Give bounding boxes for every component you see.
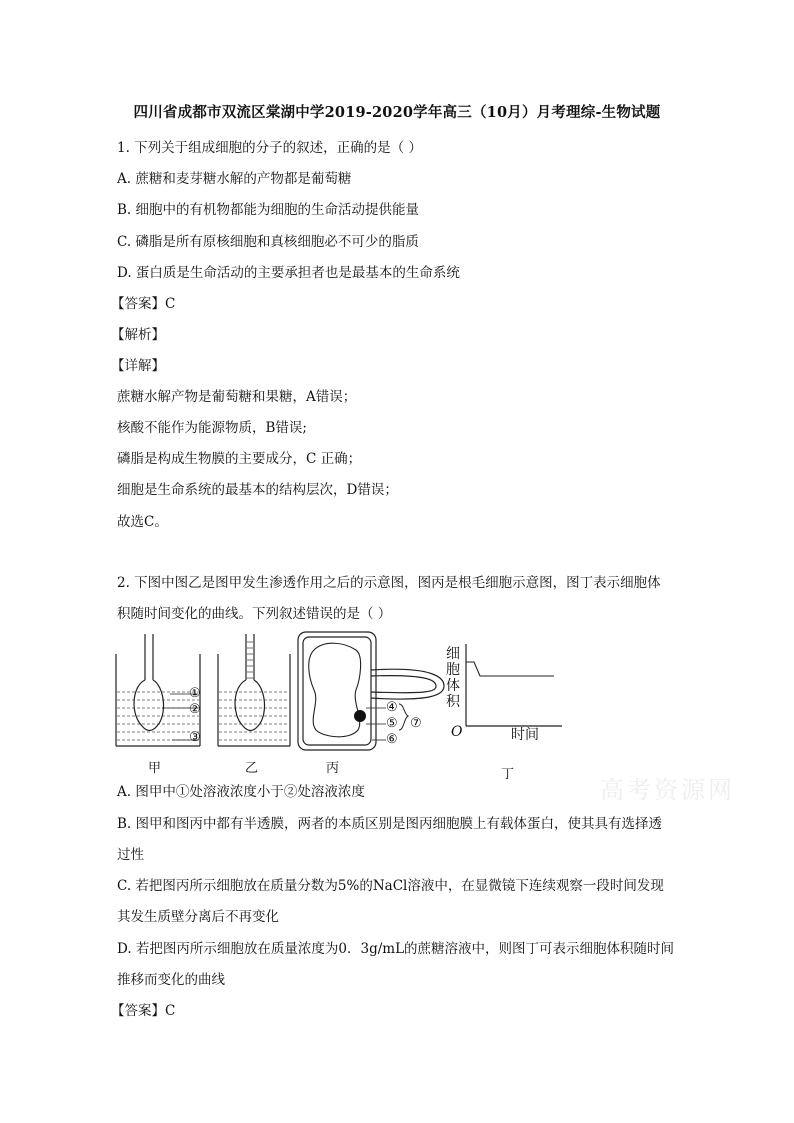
q2-option-c-line1: C. 若把图丙所示细胞放在质量分数为5%的NaCl溶液中，在显微镜下连续观察一段时间发现 <box>117 878 664 894</box>
q1-explanation-3: 磷脂是构成生物膜的主要成分，C 正确； <box>117 451 362 467</box>
q1-explanation-2: 核酸不能作为能源物质，B错误; <box>117 420 307 436</box>
q2-stem-line1: 2. 下图中图乙是图甲发生渗透作用之后的示意图，图丙是根毛细胞示意图，图丁表示细胞体 <box>117 575 661 591</box>
q2-option-d-line1: D. 若把图丙所示细胞放在质量浓度为0．3g/mL的蔗糖溶液中，则图丁可表示细胞体积随时间 <box>117 941 675 957</box>
y-axis-char-2: 胞 <box>446 662 460 678</box>
marker-1: ① <box>189 686 201 701</box>
figure-label-bing: 丙 <box>326 761 340 776</box>
q2-answer: 【答案】C <box>111 1003 176 1019</box>
q1-stem: 1. 下列关于组成细胞的分子的叙述，正确的是（ ） <box>117 140 422 156</box>
q1-detail-heading: 【详解】 <box>111 358 165 374</box>
marker-3: ③ <box>189 730 201 745</box>
q1-analysis-heading: 【解析】 <box>111 327 165 343</box>
q1-answer: 【答案】C <box>111 296 176 312</box>
q1-explanation-5: 故选C。 <box>117 514 168 530</box>
marker-5: ⑤ <box>386 716 398 731</box>
q2-option-b-line2: 过性 <box>117 847 144 863</box>
y-axis-char-3: 体 <box>446 678 460 694</box>
q2-option-d-line2: 推移而变化的曲线 <box>117 972 225 988</box>
marker-6: ⑥ <box>386 732 398 747</box>
figure-label-yi: 乙 <box>245 761 259 776</box>
q1-option-b: B. 细胞中的有机物都能为细胞的生命活动提供能量 <box>117 202 420 218</box>
y-axis-char-4: 积 <box>446 694 460 710</box>
chart-origin: O <box>451 724 463 740</box>
figure-yi <box>214 634 296 754</box>
x-axis-label: 时间 <box>511 727 539 743</box>
q2-stem-line2: 积随时间变化的曲线。下列叙述错误的是（ ） <box>117 606 392 622</box>
marker-2: ② <box>189 702 201 717</box>
q2-option-b-line1: B. 图甲和图丙中都有半透膜，两者的本质区别是图丙细胞膜上有载体蛋白，使其具有选择透 <box>117 816 663 832</box>
figure-bing <box>294 630 446 756</box>
q1-option-d: D. 蛋白质是生命活动的主要承担者也是最基本的生命系统 <box>117 265 460 281</box>
figure-label-ding: 丁 <box>501 767 515 782</box>
q1-explanation-4: 细胞是生命系统的最基本的结构层次，D错误； <box>117 482 398 498</box>
page-title: 四川省成都市双流区棠湖中学2019-2020学年高三（10月）月考理综-生物试题 <box>133 104 661 121</box>
q1-option-a: A. 蔗糖和麦芽糖水解的产物都是葡萄糖 <box>117 171 352 187</box>
marker-7: ⑦ <box>410 716 422 731</box>
q2-option-a: A. 图甲中①处溶液浓度小于②处溶液浓度 <box>117 784 365 800</box>
q2-option-c-line2: 其发生质壁分离后不再变化 <box>117 909 279 925</box>
y-axis-char-1: 细 <box>446 646 460 662</box>
q1-option-c: C. 磷脂是所有原核细胞和真核细胞必不可少的脂质 <box>117 234 419 250</box>
figure-label-jia: 甲 <box>148 761 162 776</box>
watermark: 高考资源网 <box>600 776 735 804</box>
marker-4: ④ <box>386 700 398 715</box>
q1-explanation-1: 蔗糖水解产物是葡萄糖和果糖，A错误； <box>117 389 357 405</box>
